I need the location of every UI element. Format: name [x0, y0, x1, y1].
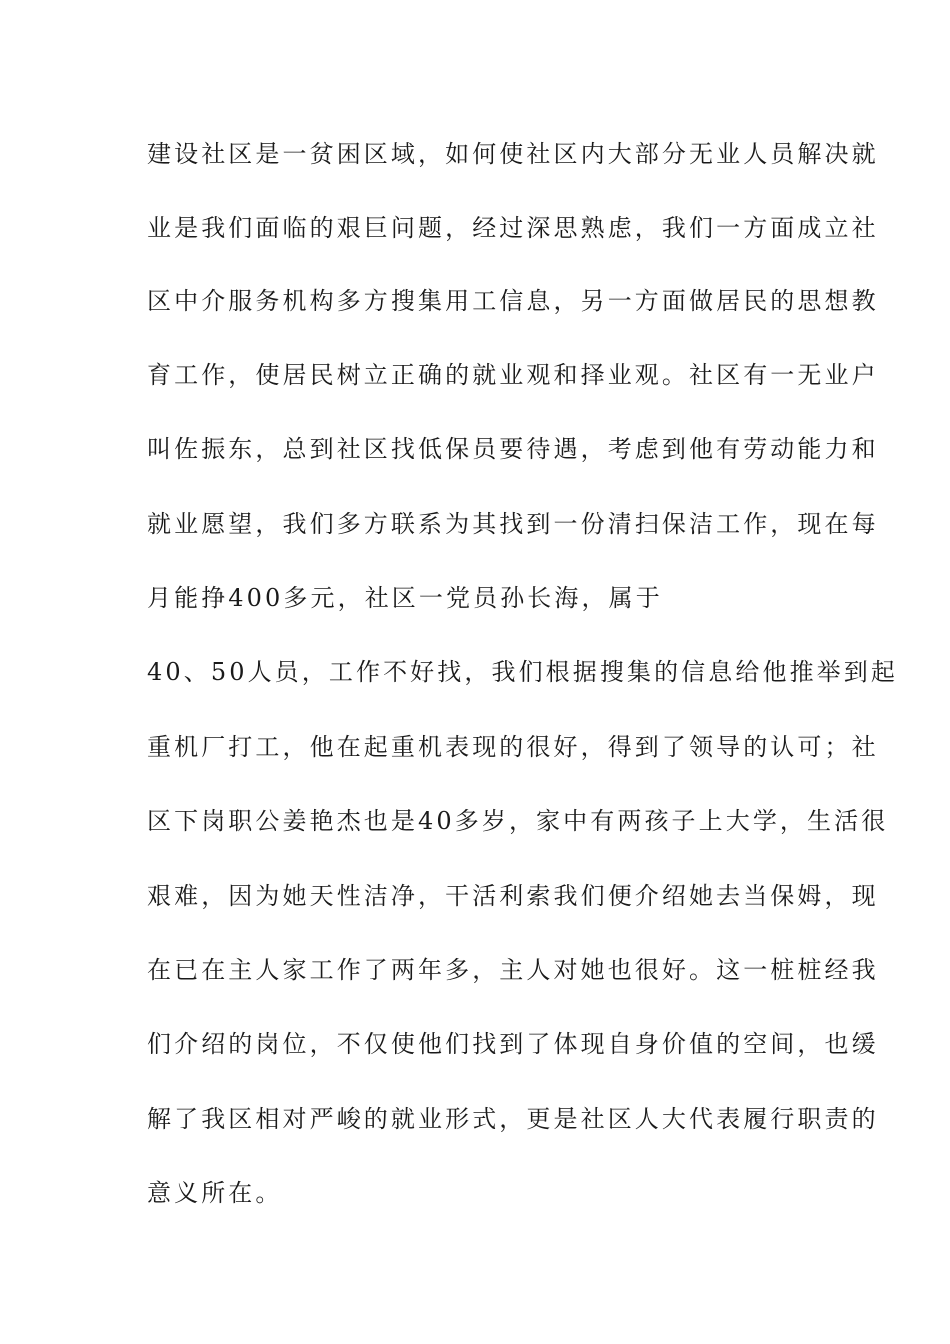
- text-line: 40、50人员，工作不好找，我们根据搜集的信息给他推举到起: [147, 658, 898, 686]
- text-line: 艰难，因为她天性洁净，干活利索我们便介绍她去当保姆，现: [147, 882, 879, 910]
- text-line: 就业愿望，我们多方联系为其找到一份清扫保洁工作，现在每: [147, 510, 879, 538]
- text-line: 叫佐振东，总到社区找低保员要待遇，考虑到他有劳动能力和: [147, 435, 879, 463]
- text-line: 育工作，使居民树立正确的就业观和择业观。社区有一无业户: [147, 361, 879, 389]
- text-line: 重机厂打工，他在起重机表现的很好，得到了领导的认可；社: [147, 733, 879, 761]
- text-line: 们介绍的岗位，不仅使他们找到了体现自身价值的空间，也缓: [147, 1030, 879, 1058]
- text-line: 解了我区相对严峻的就业形式，更是社区人大代表履行职责的: [147, 1105, 879, 1133]
- text-line: 业是我们面临的艰巨问题，经过深思熟虑，我们一方面成立社: [147, 214, 879, 242]
- text-line: 区中介服务机构多方搜集用工信息，另一方面做居民的思想教: [147, 287, 879, 315]
- text-line: 在已在主人家工作了两年多，主人对她也很好。这一桩桩经我: [147, 956, 879, 984]
- text-line: 建设社区是一贫困区域，如何使社区内大部分无业人员解决就: [147, 140, 879, 168]
- text-line: 区下岗职公姜艳杰也是40多岁，家中有两孩子上大学，生活很: [147, 807, 889, 835]
- text-line: 月能挣400多元，社区一党员孙长海，属于: [147, 584, 663, 612]
- text-line: 意义所在。: [147, 1179, 283, 1207]
